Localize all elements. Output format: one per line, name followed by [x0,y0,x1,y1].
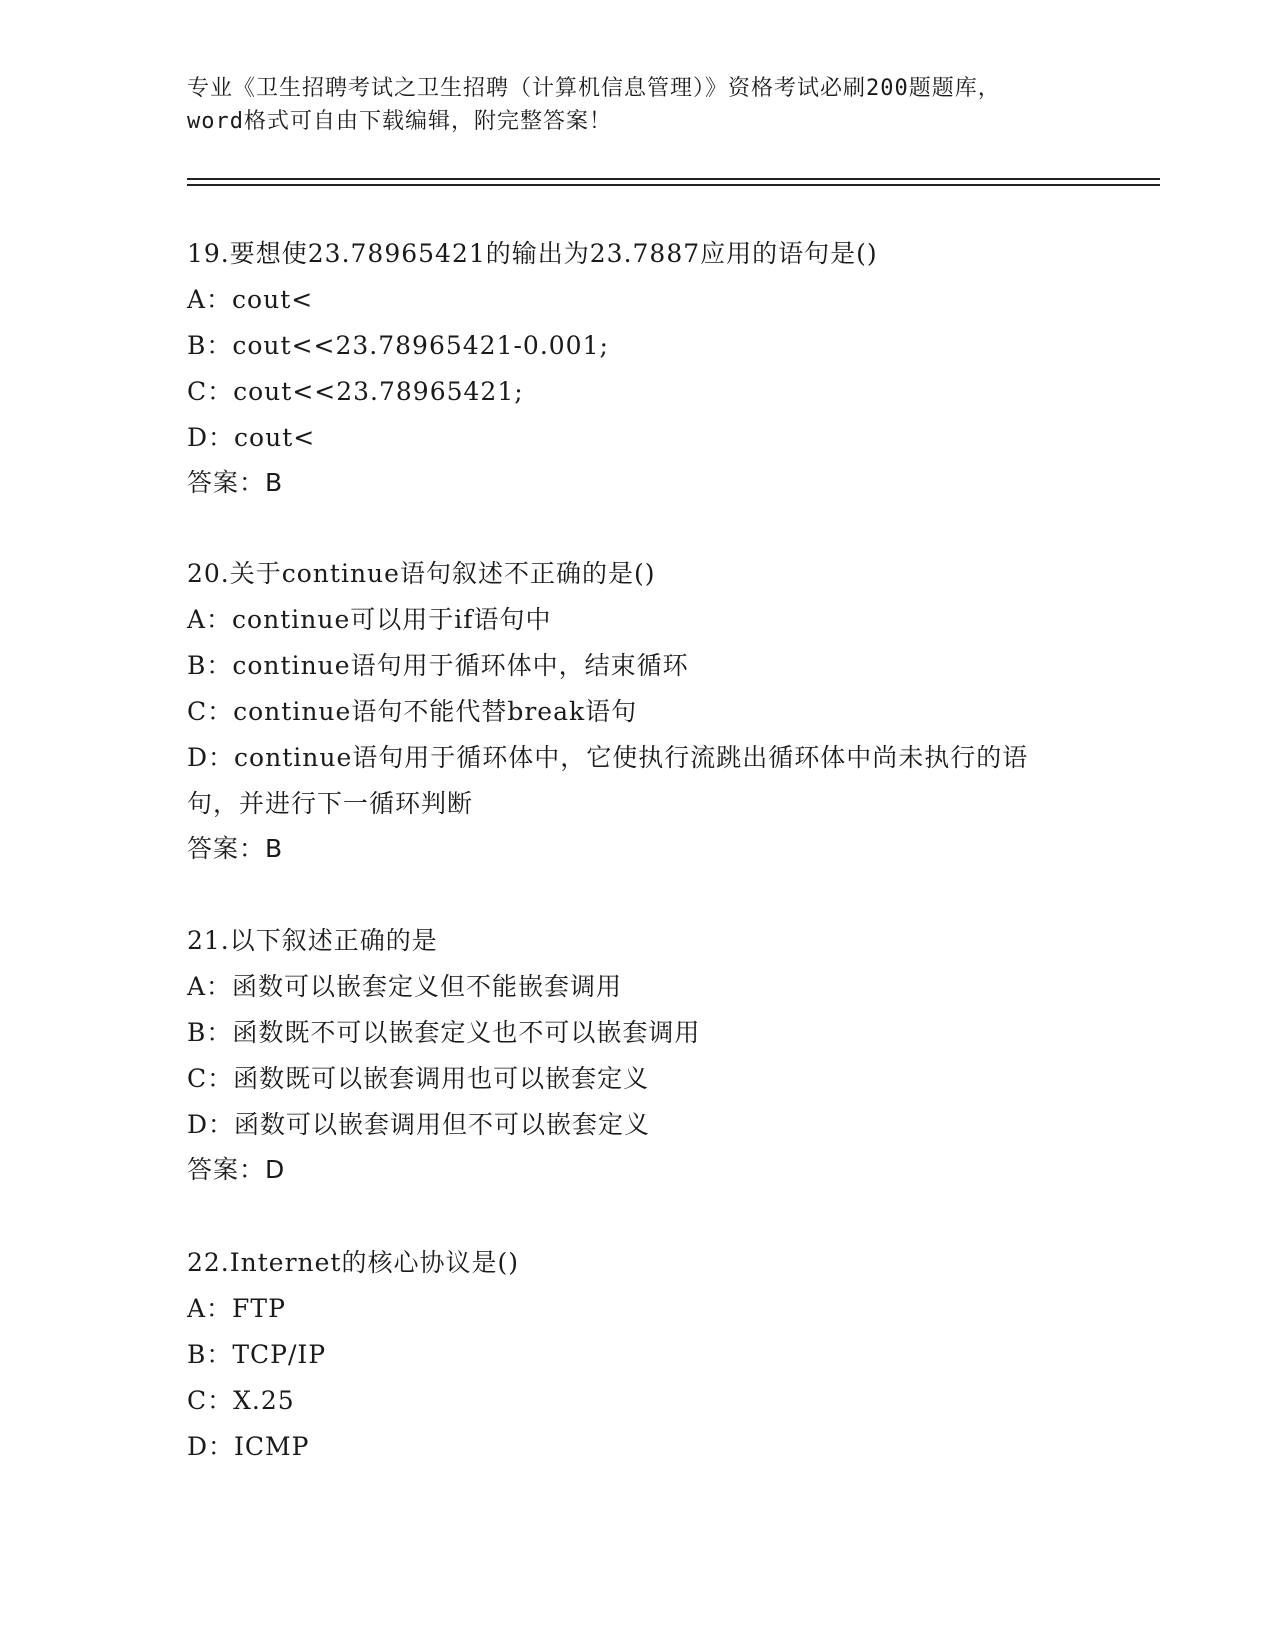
question-stem: 20.关于continue语句叙述不正确的是() [187,559,656,588]
question-22 [187,1240,1107,1470]
header-divider-bottom [187,184,1160,186]
option-c: C：函数既可以嵌套调用也可以嵌套定义 [187,1064,650,1093]
option-a: A：FTP [187,1294,286,1323]
answer-label: 答案：B [187,468,284,497]
option-d: D：cout< [187,423,316,452]
option-a: A：cout< [187,285,314,314]
option-c: C：continue语句不能代替break语句 [187,697,638,726]
question-stem: 21.以下叙述正确的是 [187,926,438,955]
question-stem: 22.Internet的核心协议是() [187,1248,519,1277]
question-21 [187,918,1107,1192]
header-divider-top [187,178,1160,180]
option-b: B：cout<<23.78965421-0.001; [187,331,609,360]
answer-label: 答案：B [187,834,284,863]
option-b: B：函数既不可以嵌套定义也不可以嵌套调用 [187,1018,701,1047]
question-stem: 19.要想使23.78965421的输出为23.7887应用的语句是() [187,239,878,268]
header-line-2: word格式可自由下载编辑，附完整答案！ [187,109,612,134]
option-b: B：TCP/IP [187,1340,327,1369]
option-d: D：ICMP [187,1432,310,1461]
question-19 [187,231,1107,505]
option-c: C：cout<<23.78965421; [187,377,524,406]
option-a: A：函数可以嵌套定义但不能嵌套调用 [187,972,623,1001]
option-a: A：continue可以用于if语句中 [187,605,552,634]
option-d: D：continue语句用于循环体中，它使执行流跳出循环体中尚未执行的语句，并进行下一循环判断 [187,743,1029,818]
option-c: C：X.25 [187,1386,295,1415]
question-20 [187,551,1107,871]
answer-label: 答案：D [187,1155,286,1184]
option-b: B：continue语句用于循环体中，结束循环 [187,651,689,680]
document-header [187,72,1087,138]
option-d: D：函数可以嵌套调用但不可以嵌套定义 [187,1110,651,1139]
header-line-1: 专业《卫生招聘考试之卫生招聘（计算机信息管理）》资格考试必刷200题题库， [187,76,1001,101]
